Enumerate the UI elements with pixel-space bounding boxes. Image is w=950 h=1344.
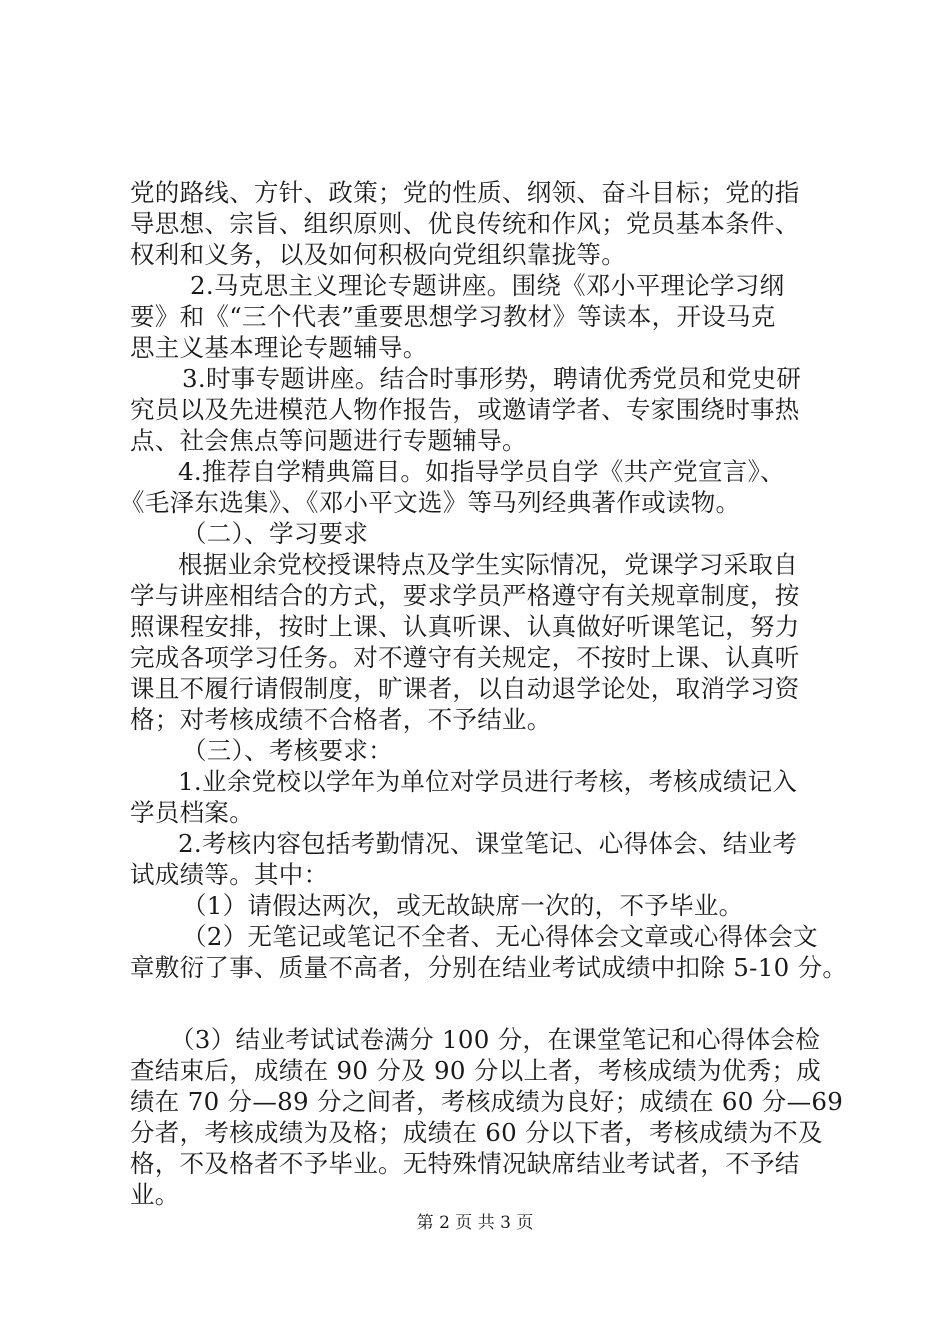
body-text-line: 完成各项学习任务。对不遵守有关规定，不按时上课、认真听 — [130, 643, 800, 672]
body-text-line: 查结束后，成绩在 90 分及 90 分以上者，考核成绩为优秀；成 — [130, 1056, 822, 1085]
body-text-line: （3）结业考试试卷满分 100 分，在课堂笔记和心得体会检 — [170, 1025, 821, 1054]
body-text-line: 照课程安排，按时上课、认真听课、认真做好听课笔记，努力 — [130, 612, 800, 641]
body-text-line: 试成绩等。其中： — [130, 860, 329, 889]
body-text-line: 思主义基本理论专题辅导。 — [130, 333, 428, 362]
body-text-line: 1.业余党校以学年为单位对学员进行考核，考核成绩记入 — [178, 767, 798, 796]
section-heading: （二）、学习要求 — [182, 519, 369, 548]
body-text-line: 导思想、宗旨、组织原则、优良传统和作风；党员基本条件、 — [130, 209, 800, 238]
body-text-line: 学与讲座相结合的方式，要求学员严格遵守有关规章制度，按 — [130, 581, 800, 610]
body-text-line: 3.时事专题讲座。结合时事形势，聘请优秀党员和党史研 — [182, 364, 802, 393]
body-text-line: 2.考核内容包括考勤情况、课堂笔记、心得体会、结业考 — [178, 829, 798, 858]
section-heading: （三）、考核要求： — [182, 736, 393, 765]
body-text-line: （1）请假达两次，或无故缺席一次的，不予毕业。 — [182, 891, 744, 920]
body-text-line: 4.推荐自学精典篇目。如指导学员自学《共产党宣言》、 — [178, 457, 785, 486]
body-text-line: 章敷衍了事、质量不高者，分别在结业考试成绩中扣除 5-10 分。 — [130, 953, 848, 982]
body-text-line: 要》和《“三个代表”重要思想学习教材》等读本，开设马克 — [130, 302, 776, 331]
body-text-line: 根据业余党校授课特点及学生实际情况，党课学习采取自 — [178, 550, 798, 579]
body-text-line: 绩在 70 分—89 分之间者，考核成绩为良好；成绩在 60 分—69 — [130, 1087, 844, 1116]
body-text-line: 分者，考核成绩为及格；成绩在 60 分以下者，考核成绩为不及 — [130, 1118, 823, 1147]
page-footer: 第 2 页 共 3 页 — [416, 1213, 534, 1233]
body-text-line: 2.马克思主义理论专题讲座。围绕《邓小平理论学习纲 — [190, 271, 785, 300]
body-text-line: 党的路线、方针、政策；党的性质、纲领、奋斗目标；党的指 — [130, 178, 800, 207]
body-text-line: 究员以及先进模范人物作报告，或邀请学者、专家围绕时事热 — [130, 395, 800, 424]
body-text-line: 《毛泽东选集》、《邓小平文选》等马列经典著作或读物。 — [120, 488, 741, 517]
body-text-line: （2）无笔记或笔记不全者、无心得体会文章或心得体会文 — [182, 922, 818, 951]
body-text-line: 权利和义务，以及如何积极向党组织靠拢等。 — [130, 240, 626, 269]
body-text-line: 点、社会焦点等问题进行专题辅导。 — [130, 426, 527, 455]
body-text-line: 格，不及格者不予毕业。无特殊情况缺席结业考试者，不予结 — [130, 1149, 800, 1178]
body-text-line: 业。 — [130, 1180, 180, 1209]
body-text-line: 学员档案。 — [130, 798, 254, 827]
body-text-line: 格；对考核成绩不合格者，不予结业。 — [130, 705, 552, 734]
body-text-line: 课且不履行请假制度，旷课者，以自动退学论处，取消学习资 — [130, 674, 800, 703]
